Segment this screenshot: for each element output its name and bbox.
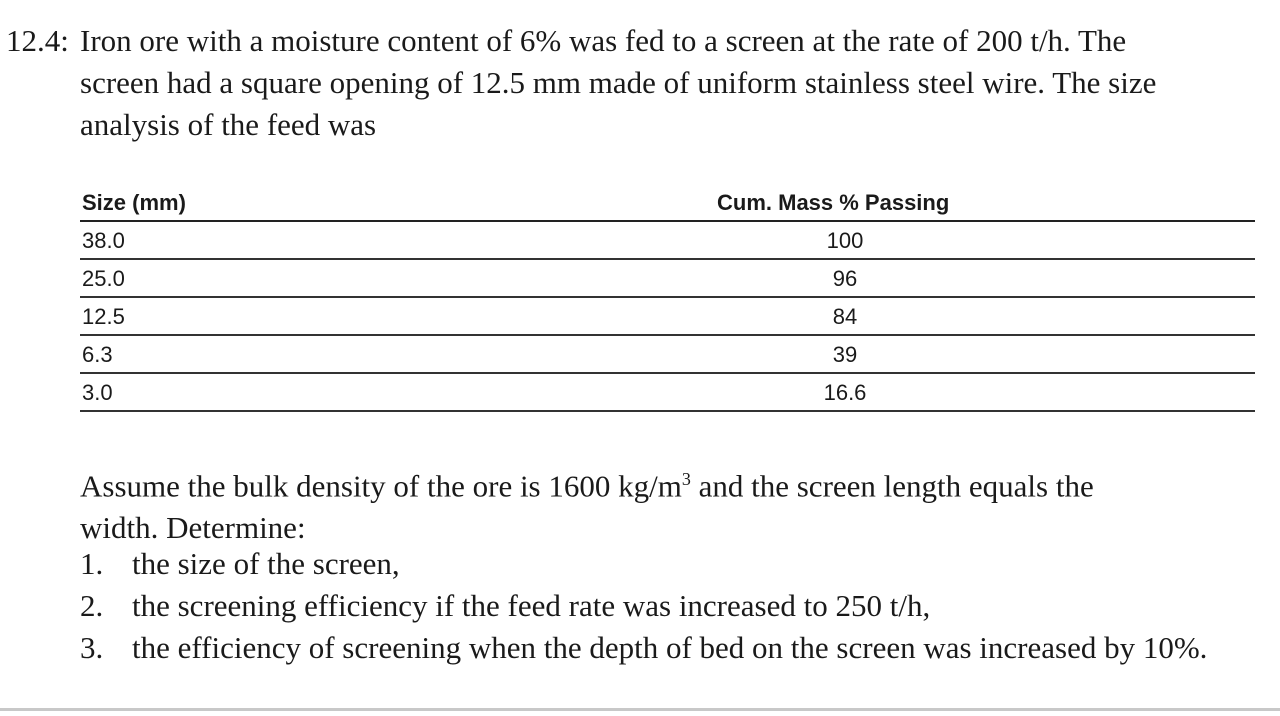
cell-size: 38.0: [82, 228, 125, 253]
cell-passing: 39: [832, 342, 858, 367]
cell-passing: 84: [832, 304, 858, 329]
task-number: 2.: [80, 588, 104, 623]
table-header-row: [80, 186, 1255, 222]
table-row: [80, 222, 1255, 260]
header-cum-mass-passing: Cum. Mass % Passing: [717, 190, 950, 215]
problem-number: 12.4:: [6, 23, 69, 58]
task-text: the screening efficiency if the feed rate was increased to 250 t/h,: [132, 588, 931, 623]
intro-line: screen had a square opening of 12.5 mm made of uniform stainless steel wire. The size: [80, 65, 1157, 100]
assumption-line: [80, 458, 1260, 507]
bottom-divider: [0, 708, 1280, 711]
table-row: [80, 298, 1255, 336]
table-row: [80, 336, 1255, 374]
list-item: [80, 543, 1260, 585]
task-text: the efficiency of screening when the depth of bed on the screen was increased by 10%.: [132, 630, 1208, 665]
table-row: [80, 374, 1255, 412]
list-item: [80, 585, 1260, 627]
header-size: Size (mm): [82, 190, 186, 215]
task-list: [80, 543, 1260, 669]
superscript-3: 3: [681, 469, 691, 489]
cell-size: 25.0: [82, 266, 125, 291]
table-row: [80, 260, 1255, 298]
intro-line: Iron ore with a moisture content of 6% was fed to a screen at the rate of 200 t/h. The: [80, 23, 1127, 58]
cell-size: 12.5: [82, 304, 125, 329]
intro-line: analysis of the feed was: [80, 107, 377, 142]
cell-size: 6.3: [82, 342, 113, 367]
cell-passing: 100: [826, 228, 864, 253]
list-item: [80, 627, 1260, 669]
determine-line: width. Determine:: [80, 510, 306, 546]
assumption-line-start: Assume the bulk density of the ore is 1600 kg/m: [80, 468, 682, 504]
cell-size: 3.0: [82, 380, 113, 405]
task-number: 1.: [80, 546, 104, 581]
task-number: 3.: [80, 630, 104, 665]
cell-passing: 16.6: [823, 380, 867, 405]
task-text: the size of the screen,: [132, 546, 400, 581]
assumption-line-end: and the screen length equals the: [690, 468, 1094, 504]
problem-intro: [80, 20, 1260, 146]
size-analysis-table: [80, 186, 1255, 412]
assumption-text: [80, 458, 1260, 549]
cell-passing: 96: [832, 266, 858, 291]
